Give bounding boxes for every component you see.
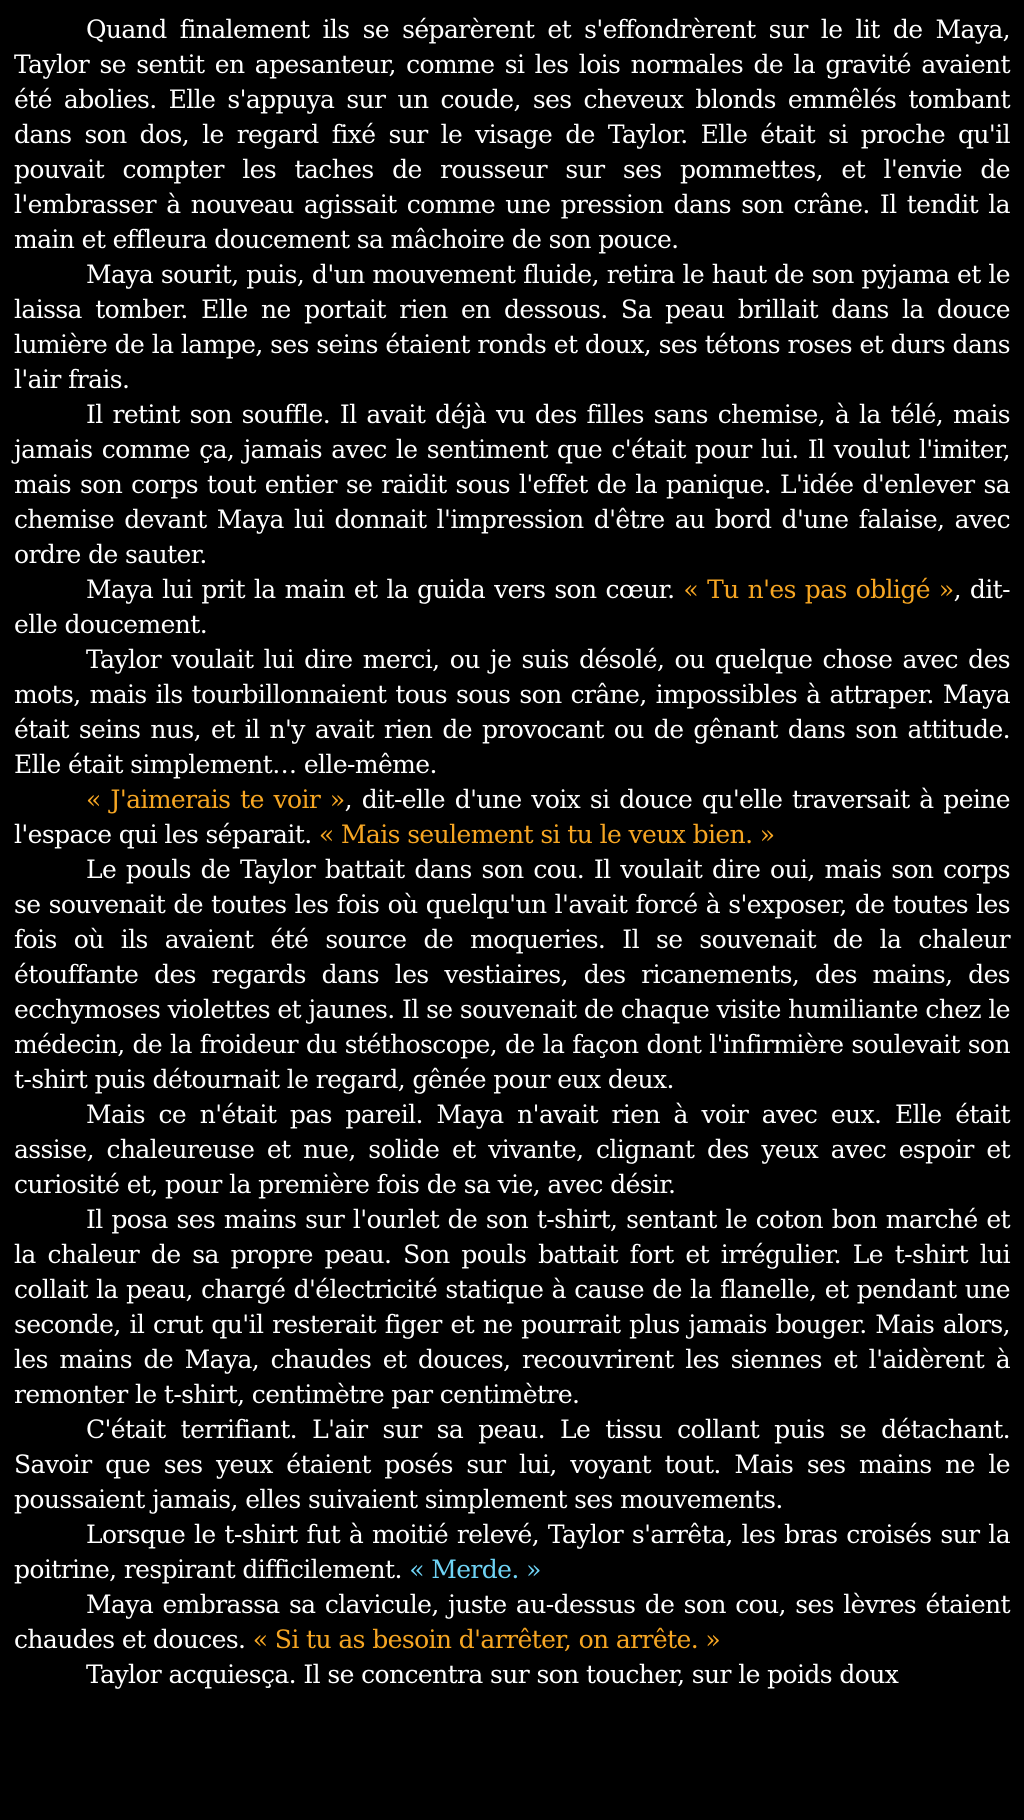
narration-text: , dit-elle doucement. [14,575,1010,639]
paragraph [14,852,1010,1097]
narration-text: Lorsque le t-shirt fut à moitié relevé, Taylor s'arrêta, les bras croisés sur la poitrine, respirant difficilement. [14,1520,1010,1584]
narration-text: Mais ce n'était pas pareil. Maya n'avait rien à voir avec eux. Elle était assise, chaleureuse et nue, solide et vivante, clignant des yeux avec espoir et curiosité et, pour la première fois de sa vie, avec désir. [14,1100,1010,1199]
paragraph [14,257,1010,397]
paragraph [14,1202,1010,1412]
dialogue-maya: « J'aimerais te voir » [86,785,345,814]
paragraph [14,1412,1010,1517]
paragraph [14,1657,1010,1692]
paragraph [14,397,1010,572]
narration-text: , dit-elle d'une voix si douce qu'elle traversait à peine l'espace qui les séparait. [14,785,1010,849]
paragraph [14,1587,1010,1657]
narration-text: Maya lui prit la main et la guida vers son cœur. [86,575,684,604]
narration-text: Maya embrassa sa clavicule, juste au-dessus de son cou, ses lèvres étaient chaudes et douces. [14,1590,1010,1654]
narration-text: C'était terrifiant. L'air sur sa peau. Le tissu collant puis se détachant. Savoir que ses yeux étaient posés sur lui, voyant tout. Mais ses mains ne le poussaient jamais, elles suivaient simplement ses mouvements. [14,1415,1010,1514]
dialogue-maya: « Si tu as besoin d'arrêter, on arrête. » [252,1625,721,1654]
paragraph [14,1097,1010,1202]
narration-text: Il posa ses mains sur l'ourlet de son t-shirt, sentant le coton bon marché et la chaleur de sa propre peau. Son pouls battait fort et irrégulier. Le t-shirt lui collait la peau, chargé d'électricité statique à cause de la flanelle, et pendant une seconde, il crut qu'il resterait figer et ne pourrait plus jamais bouger. Mais alors, les mains de Maya, chaudes et douces, recouvrirent les siennes et l'aidèrent à remonter le t-shirt, centimètre par centimètre. [14,1205,1010,1409]
paragraph [14,572,1010,642]
dialogue-maya: « Mais seulement si tu le veux bien. » [318,820,775,849]
paragraph [14,12,1010,257]
narration-text: Le pouls de Taylor battait dans son cou. Il voulait dire oui, mais son corps se souvenait de toutes les fois où quelqu'un l'avait forcé à s'exposer, de toutes les fois où ils avaient été source de moqueries. Il se souvenait de la chaleur étouffante des regards dans les vestiaires, des ricanements, des mains, des ecchymoses violettes et jaunes. Il se souvenait de chaque visite humiliante chez le médecin, de la froideur du stéthoscope, de la façon dont l'infirmière soulevait son t-shirt puis détournait le regard, gênée pour eux deux. [14,855,1010,1094]
paragraph [14,1517,1010,1587]
paragraph [14,782,1010,852]
narration-text: Quand finalement ils se séparèrent et s'effondrèrent sur le lit de Maya, Taylor se sentit en apesanteur, comme si les lois normales de la gravité avaient été abolies. Elle s'appuya sur un coude, ses cheveux blonds emmêlés tombant dans son dos, le regard fixé sur le visage de Taylor. Elle était si proche qu'il pouvait compter les taches de rousseur sur ses pommettes, et l'envie de l'embrasser à nouveau agissait comme une pression dans son crâne. Il tendit la main et effleura doucement sa mâchoire de son pouce. [14,15,1010,254]
paragraph [14,642,1010,782]
narration-text: Taylor voulait lui dire merci, ou je suis désolé, ou quelque chose avec des mots, mais ils tourbillonnaient tous sous son crâne, impossibles à attraper. Maya était seins nus, et il n'y avait rien de provocant ou de gênant dans son attitude. Elle était simplement… elle-même. [14,645,1010,779]
narration-text: Il retint son souffle. Il avait déjà vu des filles sans chemise, à la télé, mais jamais comme ça, jamais avec le sentiment que c'était pour lui. Il voulut l'imiter, mais son corps tout entier se raidit sous l'effet de la panique. L'idée d'enlever sa chemise devant Maya lui donnait l'impression d'être au bord d'une falaise, avec ordre de sauter. [14,400,1010,569]
dialogue-taylor: « Merde. » [409,1555,541,1584]
dialogue-maya: « Tu n'es pas obligé » [683,575,954,604]
narration-text: Maya sourit, puis, d'un mouvement fluide, retira le haut de son pyjama et le laissa tomber. Elle ne portait rien en dessous. Sa peau brillait dans la douce lumière de la lampe, ses seins étaient ronds et doux, ses tétons roses et durs dans l'air frais. [14,260,1010,394]
narration-text: Taylor acquiesça. Il se concentra sur son toucher, sur le poids doux [86,1660,899,1689]
